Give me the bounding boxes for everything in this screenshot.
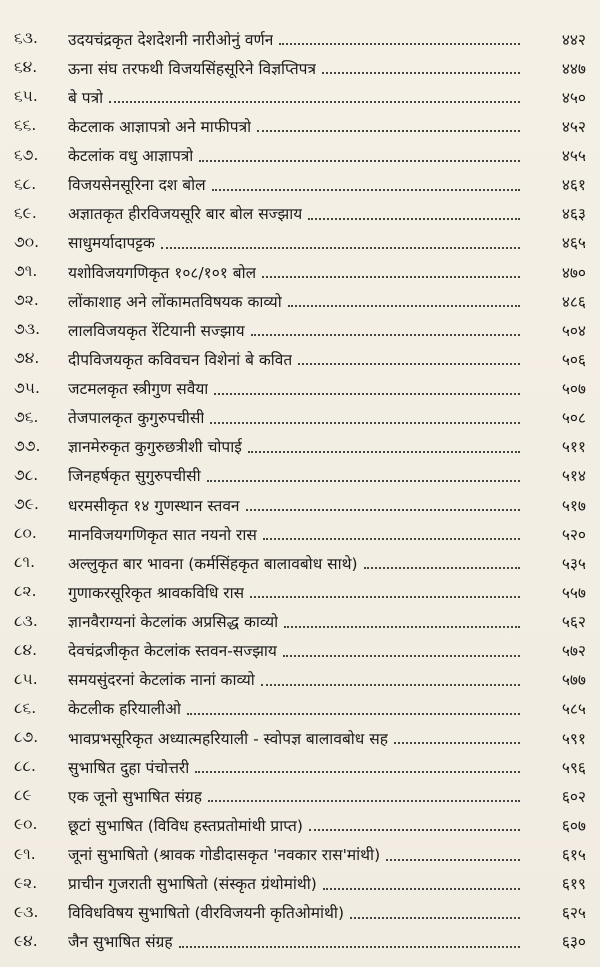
- entry-number: ૯૪.: [14, 931, 38, 950]
- entry-title: धरमसीकृत १४ गुणस्थान स्तवन: [68, 496, 240, 515]
- toc-entry: [0, 111, 600, 140]
- toc-entry: [0, 82, 600, 111]
- entry-number: ૬૮.: [14, 174, 37, 193]
- entry-title: तेजपालकृत कुगुरुपचीसी: [68, 409, 205, 428]
- toc-entry: [0, 344, 600, 373]
- dot-leader: [251, 333, 520, 336]
- entry-page-number: ५७२: [561, 642, 586, 661]
- entry-page-number: ५२०: [561, 525, 586, 544]
- entry-title: उदयचंद्रकृत देशदेशनी नारीओनुं वर्णन: [68, 30, 274, 49]
- dot-leader: [322, 71, 520, 74]
- toc-entry: [0, 548, 600, 577]
- dot-leader: [109, 100, 520, 103]
- entry-page-number: ५९६: [561, 758, 586, 777]
- entry-number: ૮૫.: [14, 669, 38, 688]
- entry-number: ૭૪.: [14, 349, 40, 368]
- entry-title: लोंकाशाह अने लोंकामतविषयक काव्यो: [68, 292, 282, 311]
- entry-page-number: ५०८: [561, 409, 586, 428]
- entry-page-number: ५७७: [561, 671, 586, 690]
- dot-leader: [298, 362, 520, 365]
- entry-number: ૬૫.: [14, 87, 38, 106]
- toc-entry: [0, 403, 600, 432]
- toc-entry: [0, 723, 600, 752]
- table-of-contents: [0, 24, 600, 956]
- dot-leader: [207, 479, 520, 482]
- entry-number: ૮૨.: [14, 582, 37, 601]
- entry-number: ૮૦.: [14, 524, 37, 543]
- toc-entry: [0, 228, 600, 257]
- entry-number: ૮૬.: [14, 698, 37, 717]
- entry-page-number: ५०६: [561, 350, 586, 369]
- toc-entry: [0, 170, 600, 199]
- entry-page-number: ४४२: [561, 30, 586, 49]
- toc-entry: [0, 752, 600, 781]
- entry-number: ૮૯: [14, 786, 32, 805]
- toc-entry: [0, 810, 600, 839]
- dot-leader: [288, 304, 520, 307]
- dot-leader: [263, 537, 520, 540]
- entry-number: ૭૦.: [14, 232, 40, 251]
- toc-entry: [0, 53, 600, 82]
- entry-number: ૬૩.: [14, 29, 38, 48]
- entry-title: प्राचीन गुजराती सुभाषितो (संस्कृत ग्रंथोमांथी): [68, 875, 317, 894]
- entry-number: ૮૮.: [14, 757, 36, 776]
- entry-page-number: ५३५: [561, 554, 586, 573]
- dot-leader: [364, 566, 520, 569]
- entry-title: केटलाक आज्ञापत्रो अने माफीपत्रो: [68, 117, 252, 136]
- dot-leader: [262, 275, 520, 278]
- dot-leader: [308, 217, 520, 220]
- entry-page-number: ५५७: [561, 583, 586, 602]
- entry-title: समयसुंदरनां केटलांक नानां काव्यो: [68, 671, 255, 690]
- dot-leader: [208, 799, 520, 802]
- entry-title: दीपविजयकृत कविवचन विशेनां बे कवित: [68, 350, 293, 369]
- toc-entry: [0, 432, 600, 461]
- toc-entry: [0, 461, 600, 490]
- entry-title: अज्ञातकृत हीरविजयसूरि बार बोल सज्झाय: [68, 205, 303, 224]
- dot-leader: [248, 450, 520, 453]
- toc-entry: [0, 694, 600, 723]
- entry-page-number: ४६१: [561, 176, 586, 195]
- entry-title: जूनां सुभाषितो (श्रावक गोडीदासकृत 'नवकार रास'मांथी): [68, 846, 381, 865]
- entry-page-number: ५१४: [561, 467, 586, 486]
- entry-number: ૯૦.: [14, 815, 38, 834]
- entry-title: साधुमर्यादापट्टक: [68, 234, 155, 253]
- entry-page-number: ६०७: [561, 816, 586, 835]
- dot-leader: [394, 741, 520, 744]
- entry-title: ज्ञानमेरुकृत कुगुरुछत्रीशी चोपाई: [68, 438, 242, 457]
- entry-title: लालविजयकृत रेंटियानी सज्झाय: [68, 321, 245, 340]
- toc-entry: [0, 315, 600, 344]
- entry-title: जैन सुभाषित संग्रह: [68, 933, 173, 952]
- entry-title: विजयसेनसूरिना दश बोल: [68, 176, 206, 195]
- entry-title: विविधविषय सुभाषितो (वीरविजयनी कृतिओमांथी): [68, 904, 344, 923]
- entry-number: ૯૩.: [14, 902, 39, 921]
- dot-leader: [261, 683, 520, 686]
- entry-title: सुभाषित दुहा पंचोत्तरी: [68, 758, 190, 777]
- toc-entry: [0, 636, 600, 665]
- entry-number: ૮૪.: [14, 640, 38, 659]
- dot-leader: [309, 828, 520, 831]
- toc-entry: [0, 141, 600, 170]
- entry-title: गुणाकरसूरिकृत श्रावकविधि रास: [68, 583, 245, 602]
- toc-entry: [0, 286, 600, 315]
- entry-number: ૬૭.: [14, 145, 39, 164]
- entry-page-number: ६३०: [561, 933, 586, 952]
- entry-number: ૬૬.: [14, 116, 37, 135]
- entry-number: ૭૬.: [14, 407, 39, 426]
- entry-number: ૮૩.: [14, 611, 38, 630]
- entry-page-number: ५१७: [561, 496, 586, 515]
- toc-entry: [0, 577, 600, 606]
- entry-number: ૮૧.: [14, 553, 36, 572]
- toc-entry: [0, 781, 600, 810]
- dot-leader: [210, 421, 520, 424]
- dot-leader: [161, 246, 520, 249]
- entry-title: देवचंद्रजीकृत केटलांक स्तवन-सज्झाय: [68, 642, 277, 661]
- entry-number: ૬૯.: [14, 203, 37, 222]
- toc-entry: [0, 257, 600, 286]
- dot-leader: [179, 945, 520, 948]
- entry-title: एक जूनो सुभाषित संग्रह: [68, 787, 203, 806]
- entry-page-number: ४५५: [561, 147, 586, 166]
- entry-page-number: ६२५: [561, 904, 586, 923]
- entry-number: ૯૧.: [14, 844, 36, 863]
- toc-entry: [0, 607, 600, 636]
- entry-title: ज्ञानवैराग्यनां केटलांक अप्रसिद्ध काव्यो: [68, 613, 279, 632]
- toc-entry: [0, 927, 600, 956]
- entry-page-number: ५०७: [561, 380, 586, 399]
- entry-number: ૮૭.: [14, 728, 39, 747]
- entry-number: ૭૩.: [14, 320, 41, 339]
- entry-page-number: ४७०: [561, 263, 586, 282]
- entry-number: ૬૪.: [14, 58, 38, 77]
- toc-entry: [0, 898, 600, 927]
- dot-leader: [323, 887, 520, 890]
- entry-page-number: ४५०: [561, 88, 586, 107]
- entry-title: केटलांक वधु आज्ञापत्रो: [68, 147, 194, 166]
- entry-page-number: ५९१: [561, 729, 586, 748]
- dot-leader: [283, 654, 520, 657]
- entry-page-number: ५०४: [561, 321, 586, 340]
- entry-title: ऊना संघ तरफथी विजयसिंहसूरिने विज्ञप्तिपत्र: [68, 59, 317, 78]
- entry-number: ૭૧.: [14, 262, 38, 281]
- entry-title: केटलीक हरियालीओ: [68, 700, 182, 719]
- entry-number: ૭૫.: [14, 378, 40, 397]
- toc-entry: [0, 869, 600, 898]
- entry-number: ૭૨.: [14, 291, 39, 310]
- toc-entry: [0, 665, 600, 694]
- toc-entry: [0, 374, 600, 403]
- dot-leader: [214, 392, 520, 395]
- entry-number: ૭૯.: [14, 495, 39, 514]
- toc-entry: [0, 519, 600, 548]
- dot-leader: [279, 42, 520, 45]
- entry-number: ૭૭.: [14, 436, 41, 455]
- entry-page-number: ५११: [561, 438, 586, 457]
- entry-title: छूटां सुभाषित (विविध हस्तप्रतोमांथी प्राप्त): [68, 816, 303, 835]
- dot-leader: [350, 916, 520, 919]
- dot-leader: [386, 858, 520, 861]
- toc-entry: [0, 490, 600, 519]
- entry-page-number: ४८६: [561, 292, 586, 311]
- entry-page-number: ६१९: [561, 875, 586, 894]
- entry-title: यशोविजयगणिकृत १०८/१०१ बोल: [68, 263, 257, 282]
- entry-title: मानविजयगणिकृत सात नयनो रास: [68, 525, 257, 544]
- entry-page-number: ६०२: [561, 787, 586, 806]
- entry-title: भावप्रभसूरिकृत अध्यात्महरियाली - स्वोपज्ञ बालावबोध सह: [68, 729, 388, 748]
- entry-page-number: ६१५: [561, 846, 586, 865]
- entry-page-number: ४६३: [561, 205, 586, 224]
- entry-title: अल्लुकृत बार भावना (कर्मसिंहकृत बालावबोध साथे): [68, 554, 358, 573]
- entry-page-number: ४५२: [561, 117, 586, 136]
- entry-page-number: ५८५: [561, 700, 586, 719]
- entry-title: जिनहर्षकृत सुगुरुपचीसी: [68, 467, 201, 486]
- dot-leader: [199, 159, 520, 162]
- entry-page-number: ५६२: [561, 613, 586, 632]
- dot-leader: [284, 625, 520, 628]
- entry-number: ૯૨.: [14, 873, 38, 892]
- entry-page-number: ४६५: [561, 234, 586, 253]
- toc-entry: [0, 199, 600, 228]
- dot-leader: [187, 712, 520, 715]
- dot-leader: [257, 129, 520, 132]
- entry-title: जटमलकृत स्त्रीगुण सवैया: [68, 380, 209, 399]
- entry-number: ૭૮.: [14, 465, 39, 484]
- dot-leader: [246, 508, 520, 511]
- toc-entry: [0, 24, 600, 53]
- toc-entry: [0, 840, 600, 869]
- dot-leader: [195, 770, 520, 773]
- dot-leader: [212, 188, 520, 191]
- entry-page-number: ४४७: [561, 59, 586, 78]
- dot-leader: [250, 595, 520, 598]
- entry-title: बे पत्रो: [68, 88, 104, 107]
